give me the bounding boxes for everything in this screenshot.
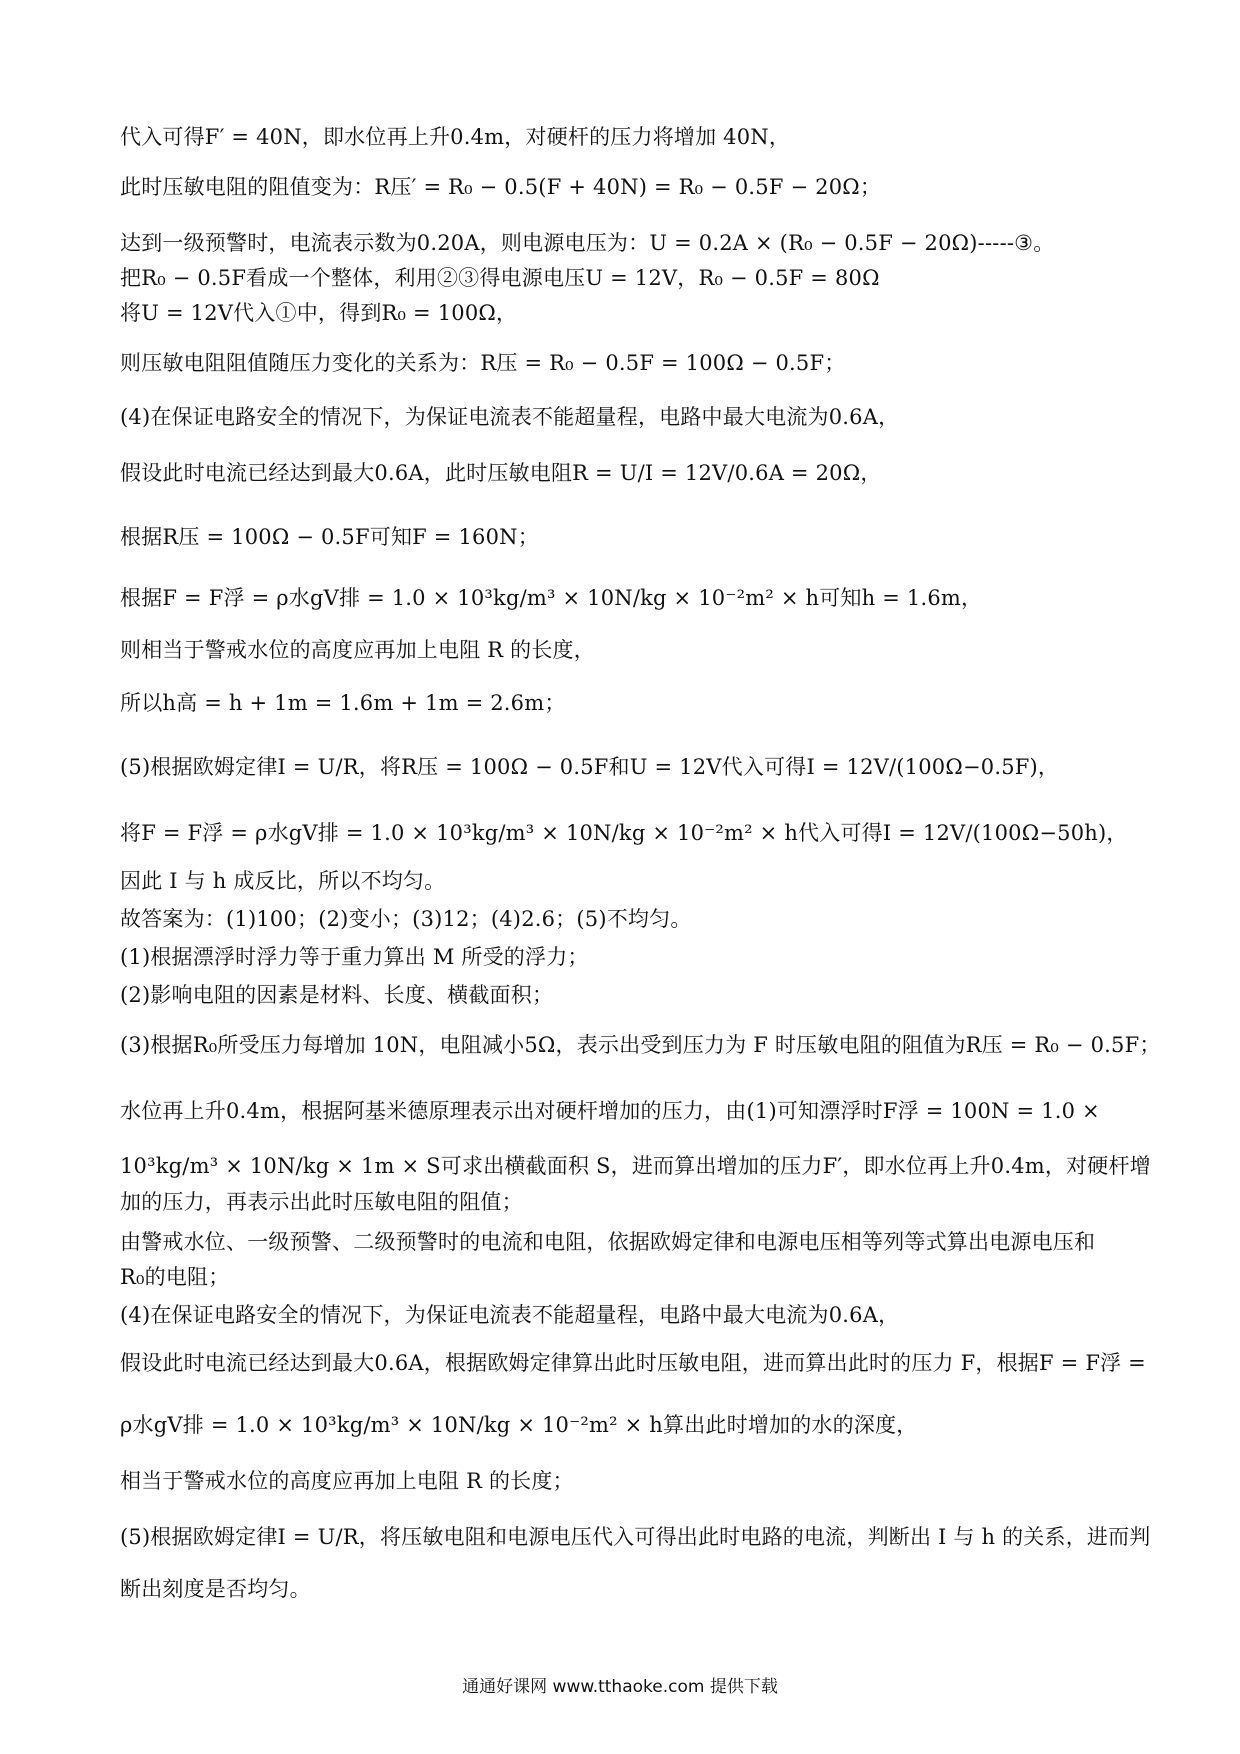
text-line: 达到一级预警时，电流表示数为0.20A，则电源电压为：U = 0.2A × (R₀ − 0.5F − 20Ω)-----③。 bbox=[120, 231, 1055, 255]
text-line: (3)根据R₀所受压力每增加 10N，电阻减小5Ω，表示出受到压力为 F 时压敏电阻的阻值为R压 = R₀ − 0.5F； bbox=[120, 1033, 1161, 1057]
text-line: R₀的电阻； bbox=[120, 1265, 230, 1289]
text-line: 将U = 12V代入①中，得到R₀ = 100Ω， bbox=[120, 301, 518, 325]
text-line: 故答案为：(1)100；(2)变小；(3)12；(4)2.6；(5)不均匀。 bbox=[120, 907, 692, 931]
text-line: (1)根据漂浮时浮力等于重力算出 M 所受的浮力； bbox=[120, 945, 589, 969]
text-line: 此时压敏电阻的阻值变为：R压′ = R₀ − 0.5(F + 40N) = R₀ − 0.5F − 20Ω； bbox=[120, 175, 882, 199]
text-line: 则相当于警戒水位的高度应再加上电阻 R 的长度， bbox=[120, 638, 595, 662]
text-line: 则压敏电阻阻值随压力变化的关系为：R压 = R₀ − 0.5F = 100Ω − 0.5F； bbox=[120, 351, 846, 375]
text-line: 因此 I 与 h 成反比，所以不均匀。 bbox=[120, 869, 446, 893]
text-line: 所以h高 = h + 1m = 1.6m + 1m = 2.6m； bbox=[120, 691, 566, 715]
text-line: 断出刻度是否均匀。 bbox=[120, 1577, 311, 1601]
text-line: 将F = F浮 = ρ水gV排 = 1.0 × 10³kg/m³ × 10N/kg × 10⁻²m² × h代入可得I = 12V/(100Ω−50h)， bbox=[120, 821, 1128, 845]
text-line: (5)根据欧姆定律I = U/R，将压敏电阻和电源电压代入可得出此时电路的电流，判断出 I 与 h 的关系，进而判 bbox=[120, 1525, 1151, 1549]
text-line: 根据F = F浮 = ρ水gV排 = 1.0 × 10³kg/m³ × 10N/kg × 10⁻²m² × h可知h = 1.6m， bbox=[120, 586, 983, 610]
text-line: 假设此时电流已经达到最大0.6A，根据欧姆定律算出此时压敏电阻，进而算出此时的压力 F，根据F = F浮 = bbox=[120, 1351, 1146, 1375]
text-line: (4)在保证电路安全的情况下，为保证电流表不能超量程，电路中最大电流为0.6A， bbox=[120, 405, 900, 429]
text-line: 由警戒水位、一级预警、二级预警时的电流和电阻，依据欧姆定律和电源电压相等列等式算出电源电压和 bbox=[120, 1230, 1096, 1254]
text-line: 10³kg/m³ × 10N/kg × 1m × S可求出横截面积 S，进而算出增加的压力F′，即水位再上升0.4m，对硬杆增 bbox=[120, 1154, 1151, 1178]
text-line: (4)在保证电路安全的情况下，为保证电流表不能超量程，电路中最大电流为0.6A， bbox=[120, 1303, 900, 1327]
text-line: ρ水gV排 = 1.0 × 10³kg/m³ × 10N/kg × 10⁻²m² × h算出此时增加的水的深度， bbox=[120, 1413, 918, 1437]
text-line: (5)根据欧姆定律I = U/R，将R压 = 100Ω − 0.5F和U = 12V代入可得I = 12V/(100Ω−0.5F)， bbox=[120, 755, 1060, 779]
text-line: 把R₀ − 0.5F看成一个整体，利用②③得电源电压U = 12V，R₀ − 0.5F = 80Ω bbox=[120, 266, 880, 290]
page-footer: 通通好课网 www.tthaoke.com 提供下载 bbox=[462, 1677, 778, 1697]
text-line: (2)影响电阻的因素是材料、长度、横截面积； bbox=[120, 983, 554, 1007]
text-line: 相当于警戒水位的高度应再加上电阻 R 的长度； bbox=[120, 1469, 574, 1493]
text-line: 水位再上升0.4m，根据阿基米德原理表示出对硬杆增加的压力，由(1)可知漂浮时F浮 = 100N = 1.0 × bbox=[120, 1099, 1100, 1123]
text-line: 加的压力，再表示出此时压敏电阻的阻值； bbox=[120, 1190, 523, 1214]
text-line: 假设此时电流已经达到最大0.6A，此时压敏电阻R = U/I = 12V/0.6A = 20Ω， bbox=[120, 461, 882, 485]
text-line: 根据R压 = 100Ω − 0.5F可知F = 160N； bbox=[120, 525, 539, 549]
text-line: 代入可得F′ = 40N，即水位再上升0.4m，对硬杆的压力将增加 40N， bbox=[120, 125, 791, 149]
